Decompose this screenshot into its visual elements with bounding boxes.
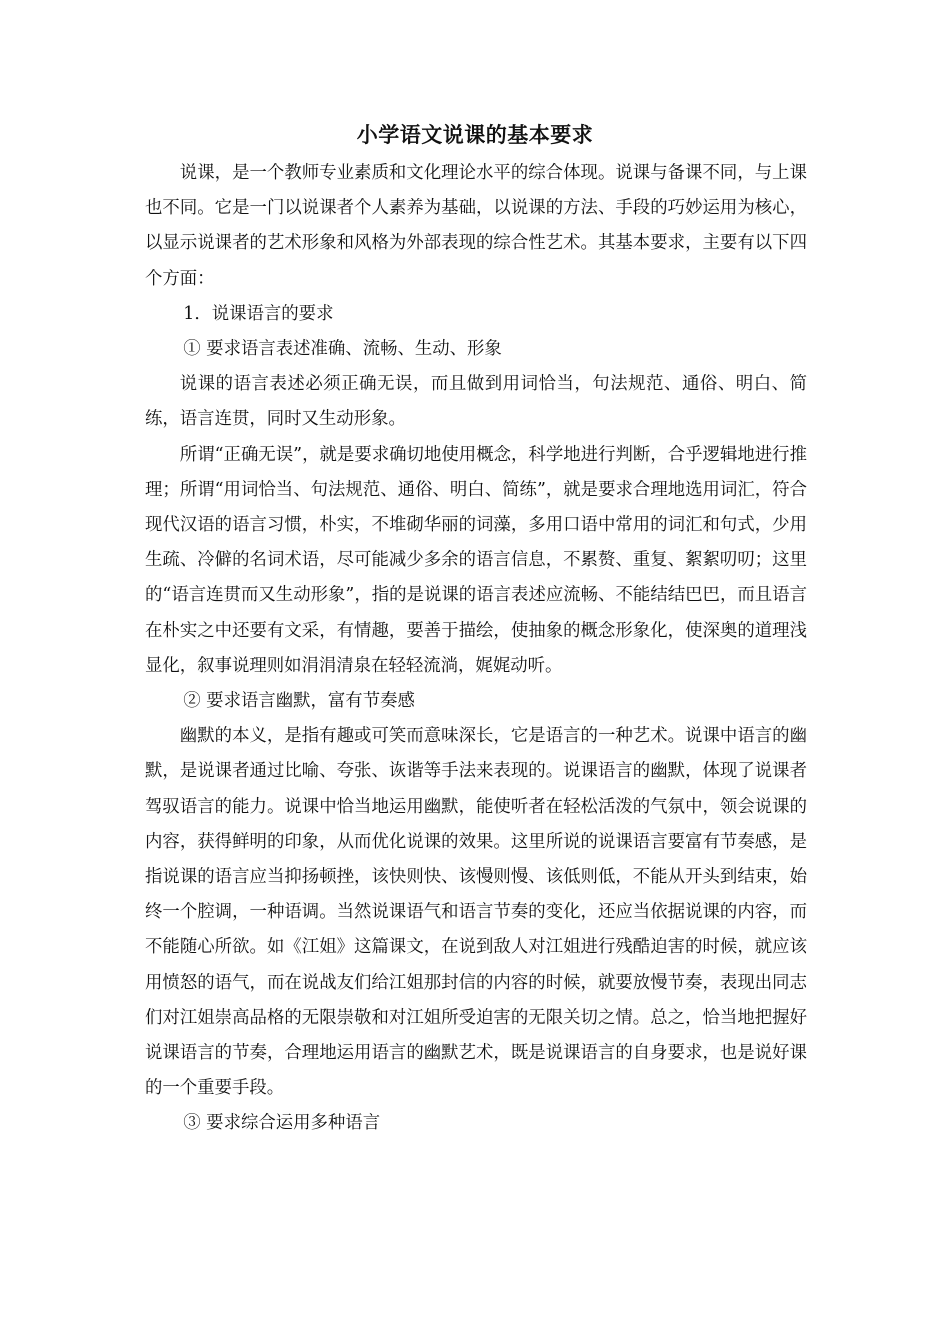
- section-heading-1: 1．说课语言的要求: [183, 303, 334, 324]
- document-body: [145, 156, 807, 1142]
- paragraph: 所谓“正确无误”，就是要求确切地使用概念，科学地进行判断，合乎逻辑地进行推理；所谓“用词恰当、句法规范、通俗、明白、简练”，就是要求合理地选用词汇，符合现代汉语的语言习惯，朴实，不堆砌华丽的词藻，多用口语中常用的词汇和句式，少用生疏、冷僻的名词术语，尽可能减少多余的语言信息，不累赘、重复、絮絮叨叨；这里的“语言连贯而又生动形象”，指的是说课的语言表述应流畅、不能结结巴巴，而且语言在朴实之中还要有文采，有情趣，要善于描绘，使抽象的概念形象化，使深奥的道理浅显化，叙事说理则如涓涓清泉在轻轻流淌，娓娓动听。: [145, 444, 807, 676]
- subheading-2: ② 要求语言幽默，富有节奏感: [183, 691, 415, 712]
- paragraph: 幽默的本义，是指有趣或可笑而意味深长，它是语言的一种艺术。说课中语言的幽默，是说课者通过比喻、夸张、诙谐等手法来表现的。说课语言的幽默，体现了说课者驾驭语言的能力。说课中恰当地运用幽默，能使听者在轻松活泼的气氛中，领会说课的内容，获得鲜明的印象，从而优化说课的效果。这里所说的说课语言要富有节奏感，是指说课的语言应当抑扬顿挫，该快则快、该慢则慢、该低则低，不能从开头到结束，始终一个腔调，一种语调。当然说课语气和语言节奏的变化，还应当依据说课的内容，而不能随心所欲。如《江姐》这篇课文，在说到敌人对江姐进行残酷迫害的时候，就应该用愤怒的语气，而在说战友们给江姐那封信的内容的时候，就要放慢节奏，表现出同志们对江姐崇高品格的无限崇敬和对江姐所受迫害的无限关切之情。总之，恰当地把握好说课语言的节奏，合理地运用语言的幽默艺术，既是说课语言的自身要求，也是说好课的一个重要手段。: [145, 726, 807, 1099]
- subheading-3: ③ 要求综合运用多种语言: [183, 1113, 381, 1134]
- subheading-1: ① 要求语言表述准确、流畅、生动、形象: [183, 339, 502, 360]
- document-title: 小学语文说课的基本要求: [356, 123, 594, 147]
- paragraph: 说课的语言表述必须正确无误，而且做到用词恰当，句法规范、通俗、明白、简练，语言连贯，同时又生动形象。: [145, 374, 807, 430]
- intro-paragraph: 说课，是一个教师专业素质和文化理论水平的综合体现。说课与备课不同，与上课也不同。它是一门以说课者个人素养为基础，以说课的方法、手段的巧妙运用为核心，以显示说课者的艺术形象和风格为外部表现的综合性艺术。其基本要求，主要有以下四个方面：: [145, 163, 807, 289]
